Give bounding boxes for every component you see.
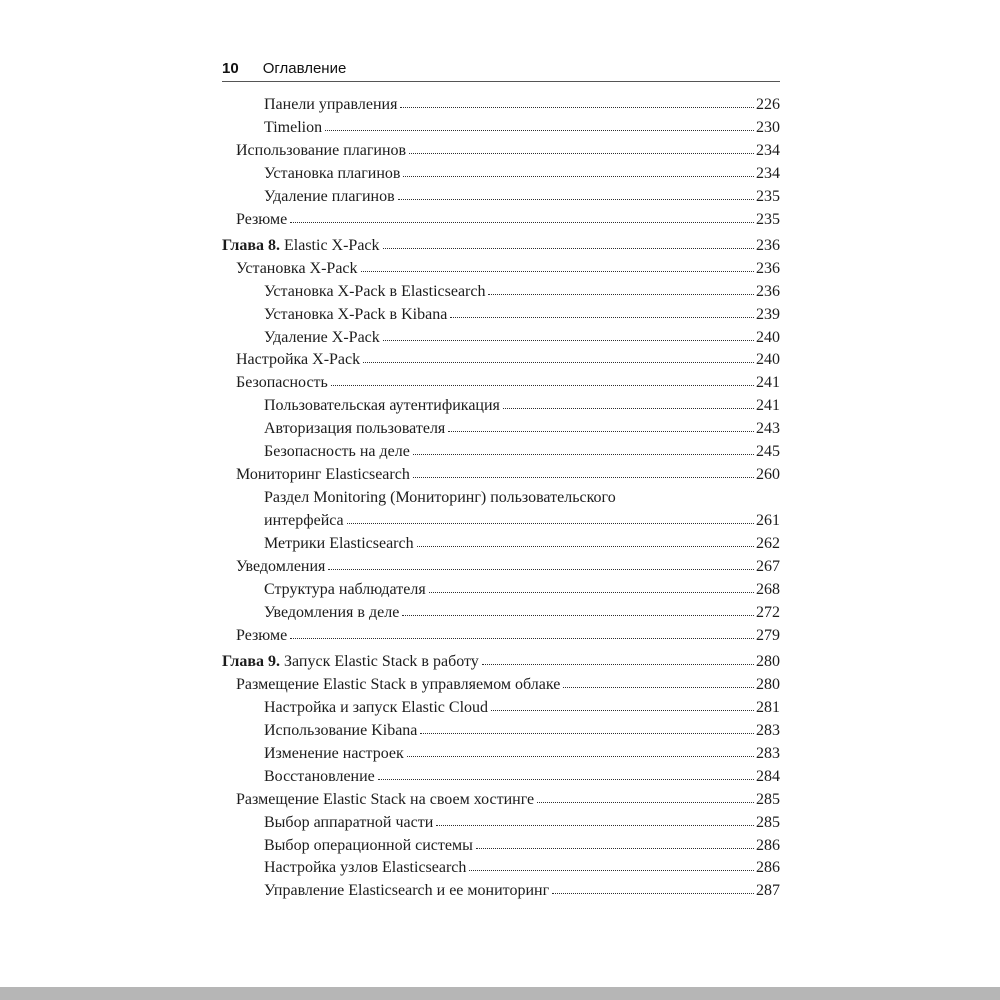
toc-entry <box>222 815 780 832</box>
toc-entry-page: 240 <box>756 328 780 346</box>
toc-leader-dots <box>331 385 754 386</box>
toc-entry-title: Размещение Elastic Stack на своем хостинге <box>236 790 535 808</box>
toc-leader-dots <box>403 176 754 177</box>
toc-leader-dots <box>503 408 754 409</box>
toc-entry <box>222 723 780 740</box>
toc-entry-title: Изменение настроек <box>264 744 404 762</box>
toc-entry-title: Установка X-Pack в Elasticsearch <box>264 282 486 300</box>
toc-entry-page: 272 <box>756 603 780 621</box>
toc-entry-title: Уведомления <box>236 558 326 576</box>
toc-entry-title: Выбор операционной системы <box>264 836 473 854</box>
toc-leader-dots <box>361 271 754 272</box>
toc-entry-page: 235 <box>756 187 780 205</box>
toc-entry-title: Безопасность <box>236 374 328 392</box>
toc-entry-page: 283 <box>756 744 780 762</box>
toc-leader-dots <box>482 664 754 665</box>
toc-entry-page: 234 <box>756 141 780 159</box>
toc-entry-title: Уведомления в деле <box>264 603 400 621</box>
toc-entry <box>222 883 780 900</box>
toc-entry-title: Мониторинг Elasticsearch <box>236 466 410 484</box>
toc-entry-page: 230 <box>756 118 780 136</box>
toc-chapter-prefix: Глава 9. <box>222 652 280 670</box>
toc-entry-title: Резюме <box>236 210 288 228</box>
toc-leader-dots <box>491 710 754 711</box>
toc-entry <box>222 605 780 622</box>
toc-leader-dots <box>328 569 754 570</box>
toc-entry-page: 243 <box>756 420 780 438</box>
toc-entry-page: 236 <box>756 282 780 300</box>
toc-leader-dots <box>537 802 754 803</box>
toc-entry-title: Авторизация пользователя <box>264 420 446 438</box>
toc-leader-dots <box>476 848 754 849</box>
toc-entry-title: Глава 8. Elastic X-Pack <box>222 236 380 254</box>
toc-leader-dots <box>488 294 754 295</box>
toc-entry-title: Использование плагинов <box>236 141 407 159</box>
toc-entry <box>222 307 780 324</box>
toc-entry-title: Использование Kibana <box>264 721 418 739</box>
toc-entry-page: 241 <box>756 374 780 392</box>
toc-entry-title: Выбор аппаратной части <box>264 813 434 831</box>
toc-entry <box>222 261 780 278</box>
toc-entry-page: 239 <box>756 305 780 323</box>
table-of-contents <box>222 97 780 906</box>
toc-chapter-entry <box>222 654 780 671</box>
toc-entry-title: Метрики Elasticsearch <box>264 535 414 553</box>
toc-leader-dots <box>398 199 754 200</box>
toc-entry-title: Размещение Elastic Stack в управляемом облаке <box>236 675 561 693</box>
toc-entry-page: 284 <box>756 767 780 785</box>
toc-entry-page: 280 <box>756 675 780 693</box>
toc-entry <box>222 212 780 229</box>
toc-entry <box>222 166 780 183</box>
toc-leader-dots <box>383 340 754 341</box>
toc-chapter-entry <box>222 238 780 255</box>
toc-entry-title: Timelion <box>264 118 323 136</box>
toc-entry <box>222 398 780 415</box>
running-header <box>222 60 780 77</box>
page-number: 10 <box>222 60 239 77</box>
toc-entry <box>222 860 780 877</box>
toc-entry <box>222 421 780 438</box>
toc-entry-page: 235 <box>756 210 780 228</box>
toc-leader-dots <box>436 825 754 826</box>
toc-entry-title: Установка X-Pack <box>236 259 358 277</box>
toc-leader-dots <box>290 222 754 223</box>
toc-entry <box>222 120 780 137</box>
toc-entry <box>222 143 780 160</box>
toc-chapter-prefix: Глава 8. <box>222 236 280 254</box>
toc-entry <box>222 792 780 809</box>
toc-entry <box>222 330 780 347</box>
toc-leader-dots <box>417 546 754 547</box>
toc-entry <box>222 677 780 694</box>
toc-entry-page: 287 <box>756 882 780 900</box>
toc-leader-dots <box>420 733 754 734</box>
toc-leader-dots <box>363 362 754 363</box>
toc-entry-page: 286 <box>756 859 780 877</box>
header-rule <box>222 81 780 82</box>
toc-entry <box>222 189 780 206</box>
toc-entry <box>222 838 780 855</box>
toc-leader-dots <box>378 779 754 780</box>
toc-entry-page: 226 <box>756 96 780 113</box>
toc-entry <box>222 769 780 786</box>
running-header-title: Оглавление <box>262 60 347 77</box>
toc-entry-page: 285 <box>756 813 780 831</box>
toc-leader-dots <box>469 870 754 871</box>
toc-entry-page: 281 <box>756 698 780 716</box>
toc-entry <box>222 700 780 717</box>
toc-entry-title: Настройка узлов Elasticsearch <box>264 859 467 877</box>
toc-entry-page: 236 <box>756 236 780 254</box>
toc-entry-title: Безопасность на деле <box>264 443 410 461</box>
toc-entry-page: 261 <box>756 512 780 530</box>
toc-leader-dots <box>413 477 754 478</box>
toc-entry-page: 262 <box>756 535 780 553</box>
toc-entry-title: Удаление X-Pack <box>264 328 380 346</box>
toc-entry-title: Пользовательская аутентификация <box>264 397 500 415</box>
toc-leader-dots <box>413 454 754 455</box>
toc-leader-dots <box>347 523 754 524</box>
toc-leader-dots <box>448 431 754 432</box>
toc-entry <box>222 582 780 599</box>
toc-entry-title: Управление Elasticsearch и ее мониторинг <box>264 882 550 900</box>
toc-entry-page: 285 <box>756 790 780 808</box>
toc-entry <box>222 97 780 114</box>
toc-leader-dots <box>450 317 754 318</box>
footer-scan-bar <box>0 987 1000 1000</box>
toc-leader-dots <box>429 592 754 593</box>
toc-entry-title-continued: интерфейса <box>264 512 344 530</box>
toc-entry-page: 236 <box>756 259 780 277</box>
toc-leader-dots <box>290 638 754 639</box>
toc-entry-title: Настройка X-Pack <box>236 351 361 369</box>
toc-entry-title: Структура наблюдателя <box>264 581 426 599</box>
toc-entry-page: 268 <box>756 581 780 599</box>
toc-entry-page: 241 <box>756 397 780 415</box>
toc-entry-page: 240 <box>756 351 780 369</box>
toc-leader-dots <box>552 893 754 894</box>
toc-entry-page: 286 <box>756 836 780 854</box>
toc-entry <box>222 375 780 392</box>
toc-entry <box>222 467 780 484</box>
toc-entry-title: Удаление плагинов <box>264 187 395 205</box>
toc-entry <box>222 746 780 763</box>
toc-entry <box>222 444 780 461</box>
toc-entry-page: 280 <box>756 652 780 670</box>
toc-entry-title: Установка плагинов <box>264 164 401 182</box>
toc-entry <box>222 490 780 530</box>
toc-leader-dots <box>563 687 754 688</box>
toc-entry <box>222 284 780 301</box>
toc-leader-dots <box>402 615 754 616</box>
toc-entry-title: Настройка и запуск Elastic Cloud <box>264 698 489 716</box>
toc-entry-title: Панели управления <box>264 96 398 113</box>
toc-entry-page: 267 <box>756 558 780 576</box>
toc-entry-page: 245 <box>756 443 780 461</box>
toc-leader-dots <box>383 248 754 249</box>
toc-entry <box>222 536 780 553</box>
toc-entry-page: 283 <box>756 721 780 739</box>
toc-entry-title: Установка X-Pack в Kibana <box>264 305 448 323</box>
toc-leader-dots <box>407 756 754 757</box>
toc-entry-page: 260 <box>756 466 780 484</box>
toc-entry-page: 279 <box>756 626 780 644</box>
toc-leader-dots <box>400 107 754 108</box>
toc-leader-dots <box>325 130 754 131</box>
toc-entry-title: Раздел Monitoring (Мониторинг) пользовательского <box>264 489 616 507</box>
toc-entry <box>222 559 780 576</box>
toc-leader-dots <box>409 153 754 154</box>
toc-entry <box>222 628 780 645</box>
toc-entry-title: Резюме <box>236 626 288 644</box>
toc-entry-title: Восстановление <box>264 767 375 785</box>
toc-entry <box>222 352 780 369</box>
toc-entry-page: 234 <box>756 164 780 182</box>
toc-entry-title: Глава 9. Запуск Elastic Stack в работу <box>222 652 479 670</box>
